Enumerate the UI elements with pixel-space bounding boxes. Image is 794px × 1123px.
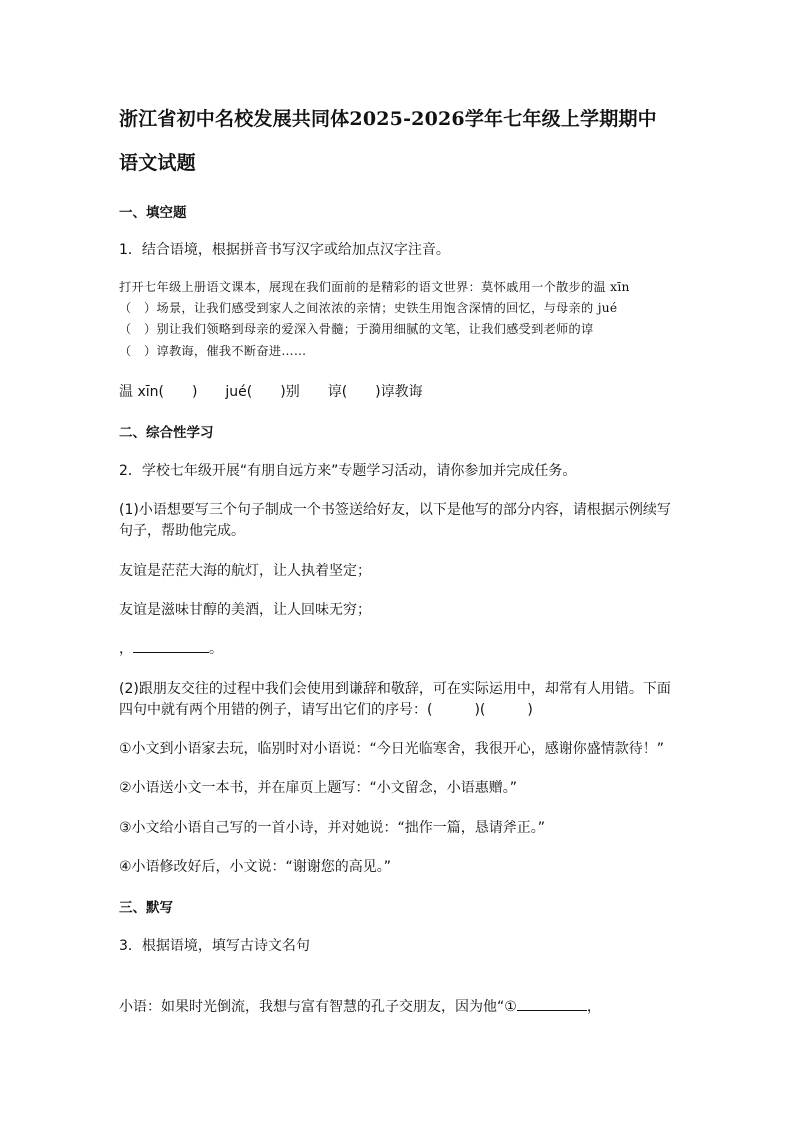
answer-blank-1[interactable] [517,996,587,1011]
passage-line-3: （ ）别让我们领略到母亲的爱深入骨髓；于漪用细腻的文笔，让我们感受到老师的谆 [119,322,594,336]
question-1-prompt: 1．结合语境，根据拼音书写汉字或给加点汉字注音。 [119,242,450,258]
fill-in-sentence [119,638,223,658]
question-2-part-1-line-2: 句子，帮助他完成。 [119,523,245,539]
passage-line-1: 打开七年级上册语文课本，展现在我们面前的是精彩的语文世界：莫怀戚用一个散步的温 xīn [119,280,630,294]
question-2-prompt: 2．学校七年级开展“有朋自远方来”专题学习活动，请你参加并完成任务。 [119,463,577,479]
passage-line-2: （ ）场景，让我们感受到家人之间浓浓的亲情；史铁生用饱含深情的回忆，与母亲的 jué [119,301,618,315]
section-heading-dictation: 三、默写 [119,900,173,916]
question-3-line-1-text: 小语：如果时光倒流，我想与富有智慧的孔子交朋友，因为他“① [119,999,517,1015]
fill-suffix: 。 [209,641,223,657]
option-item-4: ④小语修改好后，小文说：“谢谢您的高见。” [119,859,392,875]
option-item-3: ③小文给小语自己写的一首小诗，并对她说：“拙作一篇，恳请斧正。” [119,820,546,836]
question-1-answer-line: 温 xīn( ) jué( )别 谆( )谆教诲 [119,384,423,400]
section-heading-fill-blank: 一、填空题 [119,205,187,221]
question-2-part-1-line-1: (1)小语想要写三个句子制成一个书签送给好友，以下是他写的部分内容，请根据示例续写 [119,502,671,518]
fill-prefix: ， [119,641,133,657]
question-3-prompt: 3．根据语境，填写古诗文名句 [119,938,310,954]
question-2-part-2-line-1: (2)跟朋友交往的过程中我们会使用到谦辞和敬辞，可在实际运用中，却常有人用错。下面 [119,681,671,697]
option-item-2: ②小语送小文一本书，并在扉页上题写：“小文留念，小语惠赠。” [119,780,518,796]
example-sentence-1: 友谊是茫茫大海的航灯，让人执着坚定； [119,563,371,579]
exam-title-line-2: 语文试题 [119,152,196,174]
answer-blank[interactable] [133,638,209,653]
question-3-line-1-suffix: ， [586,999,601,1015]
passage-line-4: （ ）谆教诲，催我不断奋进…… [119,344,307,358]
example-sentence-2: 友谊是滋味甘醇的美酒，让人回味无穷； [119,602,371,618]
option-item-1: ①小文到小语家去玩，临别时对小语说：“今日光临寒舍，我很开心，感谢你盛情款待！” [119,741,665,757]
question-2-part-2-line-2: 四句中就有两个用错的例子，请写出它们的序号：( )( ) [119,702,533,718]
question-3-line-1 [119,996,601,1016]
section-heading-comprehensive: 二、综合性学习 [119,425,214,441]
exam-title-line-1: 浙江省初中名校发展共同体2025-2026学年七年级上学期期中 [119,108,657,130]
